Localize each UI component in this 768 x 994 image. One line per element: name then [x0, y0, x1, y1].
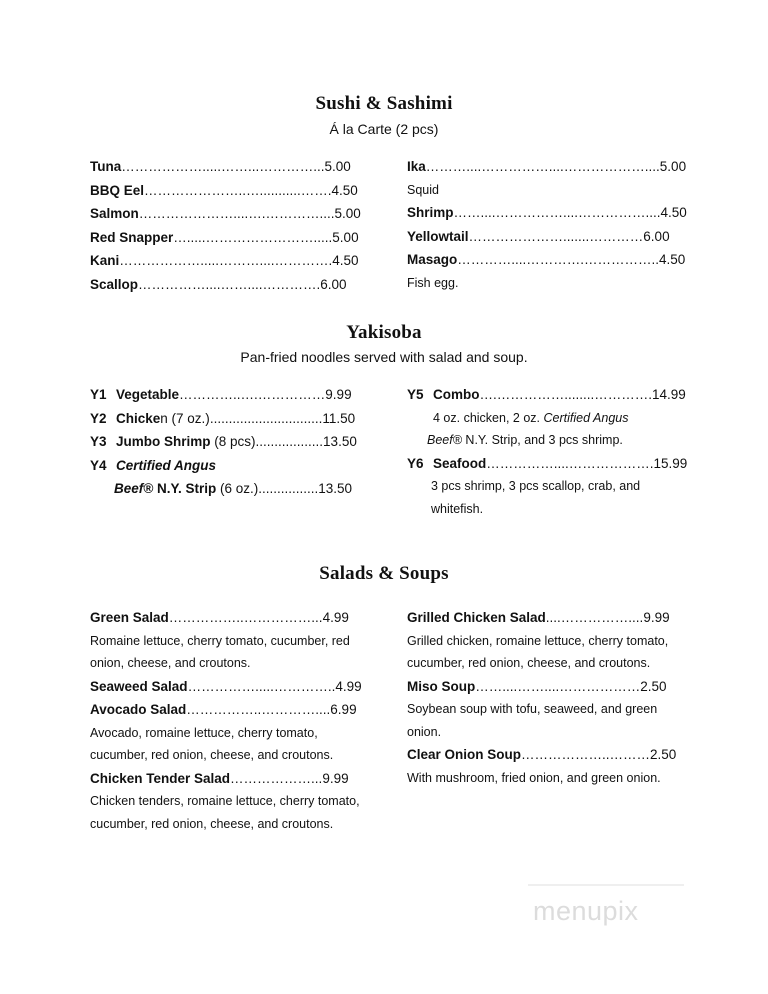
menu-item: Y1 Vegetable…………..….……………9.99 — [90, 387, 352, 402]
item-description: cucumber, red onion, cheese, and croutons. — [407, 656, 651, 670]
item-description: Chicken tenders, romaine lettuce, cherry tomato, — [90, 794, 360, 808]
salads-left-column — [90, 606, 362, 835]
menu-item: Red Snapper….....…………………….....5.00 — [90, 229, 359, 245]
item-description: Squid — [407, 182, 439, 197]
menu-item: Miso Soup……....……....………………2.50 — [407, 678, 667, 694]
item-description: 3 pcs shrimp, 3 pcs scallop, crab, and — [431, 479, 641, 493]
menu-item: Y3 Jumbo Shrimp (8 pcs)..................13.50 — [90, 434, 357, 449]
menu-item: Chicken Tender Salad………………...9.99 — [90, 770, 349, 786]
menu-item-continuation: Beef® N.Y. Strip (6 oz.)................13.50 — [114, 481, 353, 496]
yakisoba-title: Yakisoba — [346, 322, 422, 343]
yakisoba-left-column — [90, 383, 357, 501]
watermark-logo: menupix — [533, 896, 639, 926]
item-description: Soybean soup with tofu, seaweed, and green — [407, 702, 658, 716]
menu-item: Seaweed Salad…………….....…………..4.99 — [90, 678, 362, 694]
item-description: whitefish. — [431, 501, 484, 516]
menu-item: Ika………....……………....………………....5.00 — [407, 159, 687, 174]
menu-item: Tuna……………….....……...…………...5.00 — [90, 159, 351, 174]
item-description: Fish egg. — [407, 275, 459, 290]
sushi-right-column — [407, 155, 687, 294]
item-description: 4 oz. chicken, 2 oz. Certified Angus — [433, 410, 629, 425]
item-description: cucumber, red onion, cheese, and croutons. — [90, 748, 334, 762]
watermark-line — [528, 884, 684, 886]
menu-item: Y4 Certified Angus — [90, 457, 217, 473]
sushi-title: Sushi & Sashimi — [315, 93, 453, 114]
menu-item: Shrimp……....……………....……………....4.50 — [407, 205, 687, 220]
menu-item: Y5 Combo….……………........………….14.99 — [407, 387, 686, 402]
item-description: Romaine lettuce, cherry tomato, cucumber, red — [90, 633, 350, 648]
item-description: cucumber, red onion, cheese, and croutons. — [90, 816, 334, 831]
yakisoba-right-column — [407, 383, 687, 520]
menu-item: Y2 Chicken (7 oz.)..............................11.50 — [90, 410, 356, 426]
menu-item: Avocado Salad……………..…………....6.99 — [90, 702, 357, 717]
yakisoba-subtitle: Pan-fried noodles served with salad and soup. — [240, 349, 528, 365]
item-description: onion, cheese, and croutons. — [90, 656, 251, 670]
menu-item: Masago…………....………….……………..4.50 — [407, 252, 686, 267]
salads-right-column — [407, 606, 676, 789]
menu-item: Yellowtail………………….......…………6.00 — [407, 228, 670, 244]
menu-item: BBQ Eel…………………..…...........…….4.50 — [90, 182, 358, 198]
menu-item: Clear Onion Soup………………..………2.50 — [407, 747, 677, 762]
item-description: Grilled chicken, romaine lettuce, cherry tomato, — [407, 633, 669, 648]
menu-item: Kani……………….....………....………….4.50 — [90, 253, 359, 268]
item-description: onion. — [407, 724, 442, 739]
sushi-left-column — [90, 155, 361, 296]
item-description: With mushroom, fried onion, and green onion. — [407, 770, 661, 785]
item-description: Beef® N.Y. Strip, and 3 pcs shrimp. — [427, 433, 623, 447]
item-description: Avocado, romaine lettuce, cherry tomato, — [90, 725, 318, 740]
menu-item: Green Salad……………..……………...4.99 — [90, 610, 349, 625]
menu-item: Salmon…………………....….…………....5.00 — [90, 206, 361, 221]
menu-item: Y6 Seafood……………....……………….15.99 — [407, 455, 688, 471]
menu-item: Grilled Chicken Salad....……………....9.99 — [407, 610, 670, 625]
salads-title: Salads & Soups — [319, 563, 449, 584]
sushi-subtitle: Á la Carte (2 pcs) — [329, 121, 439, 137]
menu-item: Scallop……………....……....………….6.00 — [90, 276, 347, 292]
